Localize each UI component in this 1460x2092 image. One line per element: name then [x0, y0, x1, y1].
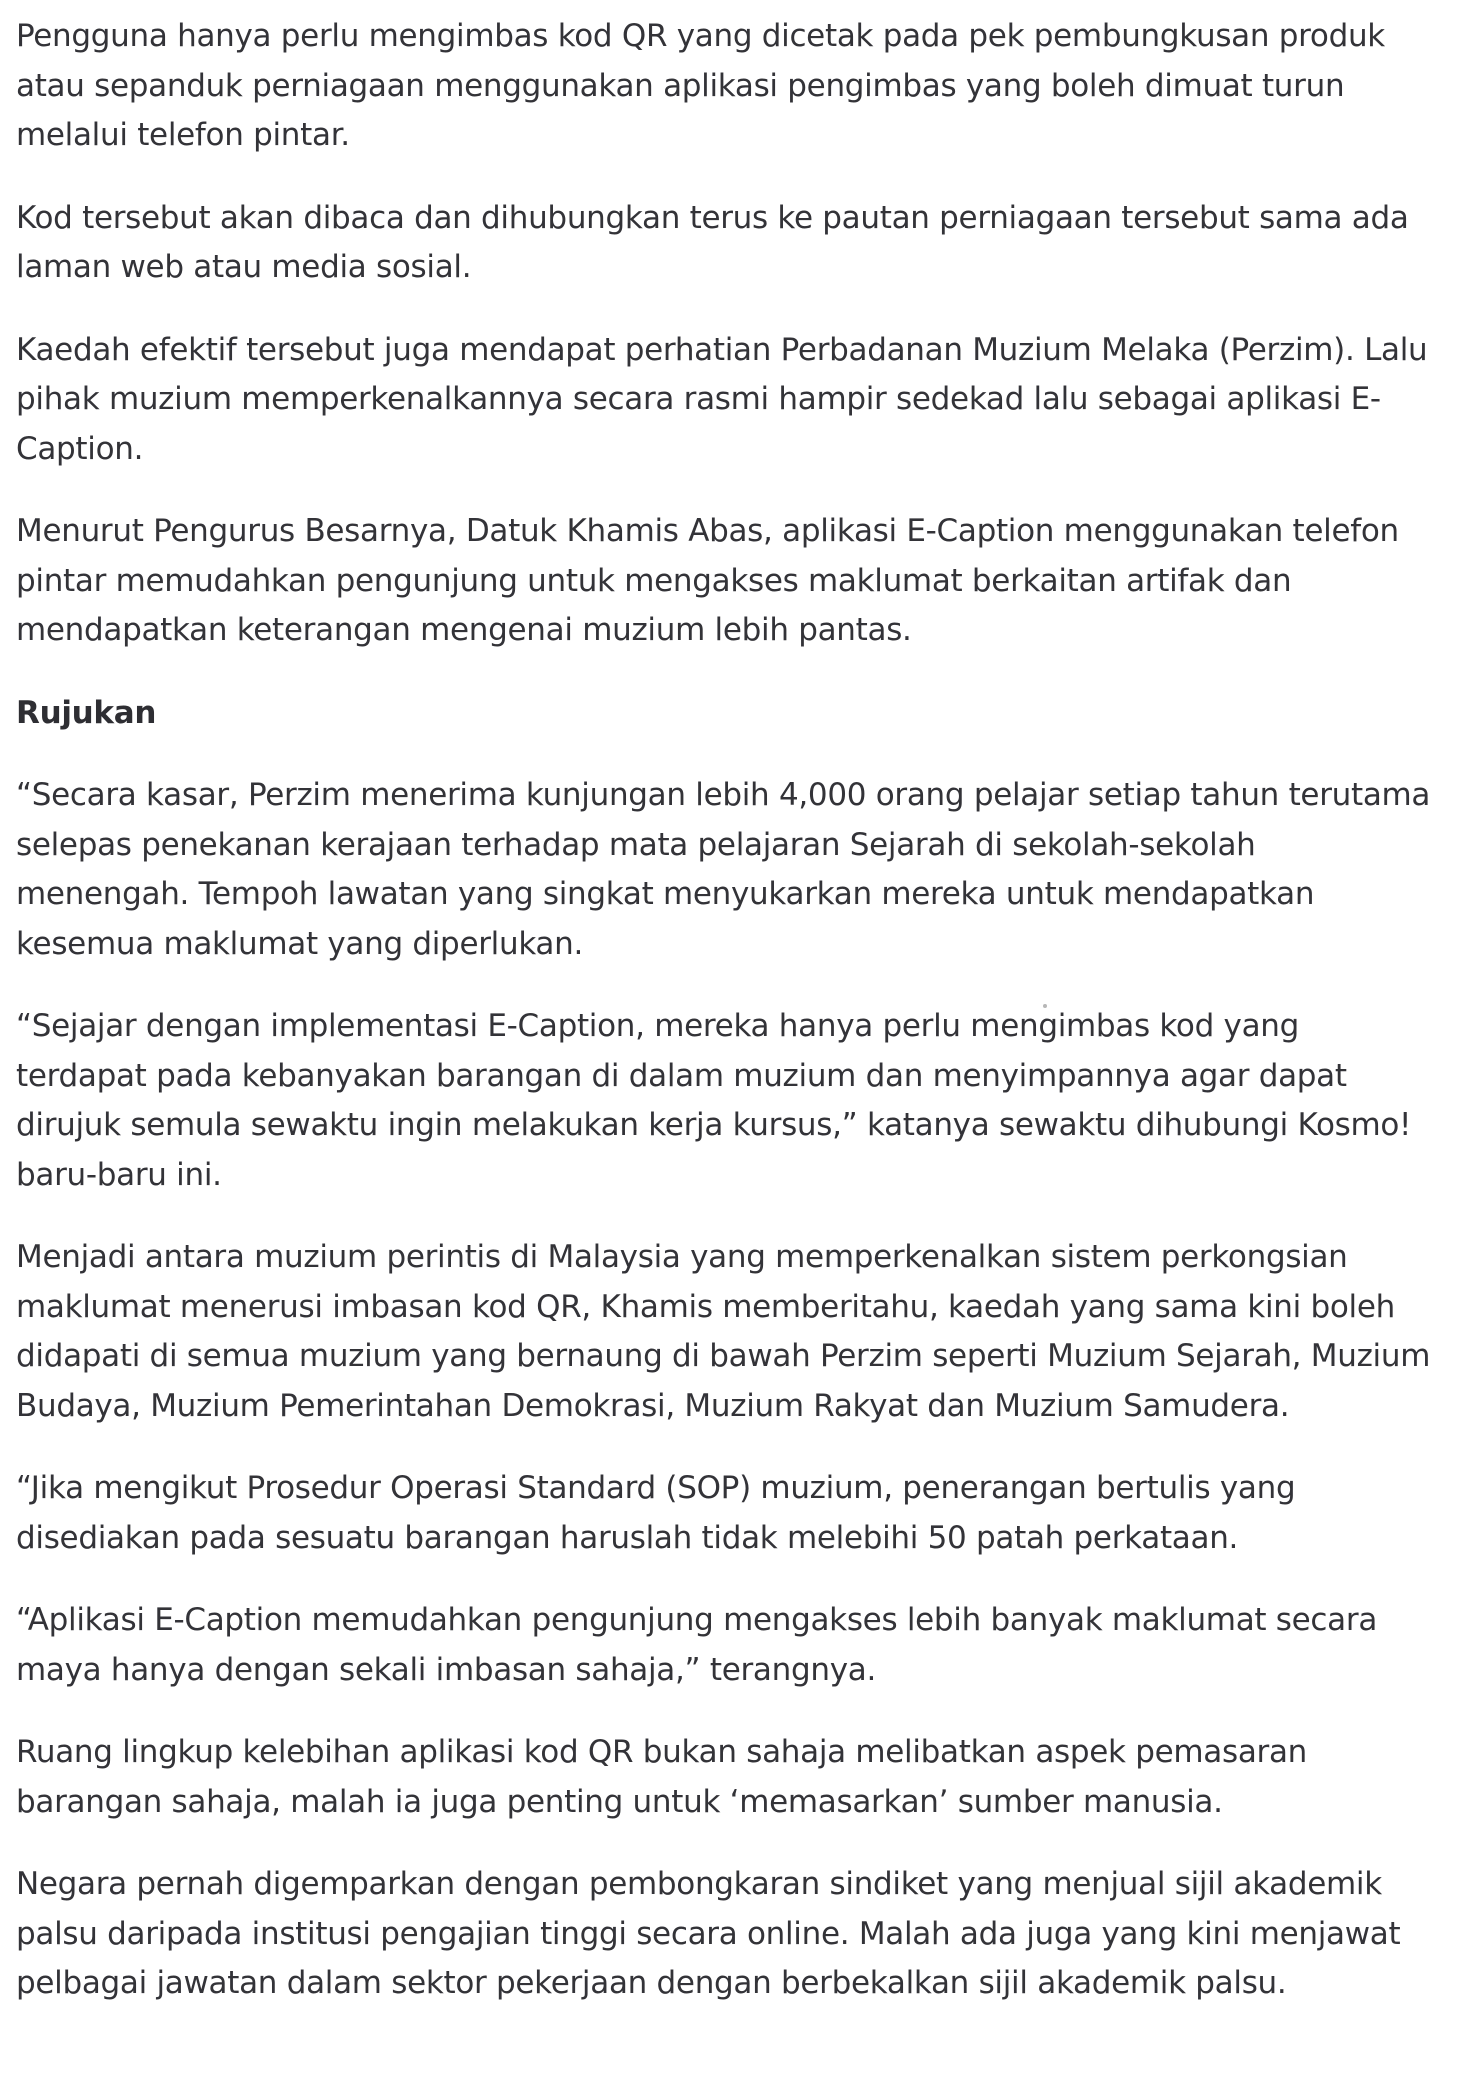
paragraph-khamis-abas: Menurut Pengurus Besarnya, Datuk Khamis Abas, aplikasi E-Caption menggunakan telefon pintar memudahkan pengunjung untuk mengakses maklumat berkaitan artifak dan mendapatkan keterangan mengenai muzium lebih pantas.: [16, 513, 1399, 648]
paragraph-fake-certificates: Negara pernah digemparkan dengan pembongkaran sindiket yang menjual sijil akademik palsu daripada institusi pengajian tinggi secara online. Malah ada juga yang kini menjawat pelbagai jawatan dalam sektor pekerjaan dengan berbekalkan sijil akademik palsu.: [16, 1866, 1401, 2001]
paragraph-implementation-quote: “Sejajar dengan implementasi E-Caption, mereka hanya perlu mengimbas kod yang terdapat pada kebanyakan barangan di dalam muzium dan menyimpannya agar dapat dirujuk semula sewaktu ingin melakukan kerja kursus,” katanya sewaktu dihubungi Kosmo! baru-baru ini.: [16, 1008, 1412, 1193]
paragraph-perzim-ecaption: Kaedah efektif tersebut juga mendapat perhatian Perbadanan Muzium Melaka (Perzim). Lalu pihak muzium memperkenalkannya secara rasmi hampir sedekad lalu sebagai aplikasi E-Caption.: [16, 331, 1428, 467]
paragraph-ecaption-quote: “Aplikasi E-Caption memudahkan pengunjung mengakses lebih banyak maklumat secara maya hanya dengan sekali imbasan sahaja,” terangnya.: [16, 1602, 1378, 1688]
paragraph-qr-scan: Pengguna hanya perlu mengimbas kod QR yang dicetak pada pek pembungkusan produk atau sepanduk perniagaan menggunakan aplikasi pengimbas yang boleh dimuat turun melalui telefon pintar.: [16, 18, 1385, 153]
paragraph-code-link: Kod tersebut akan dibaca dan dihubungkan terus ke pautan perniagaan tersebut sama ada laman web atau media sosial.: [16, 199, 1409, 285]
paragraph-student-visits: “Secara kasar, Perzim menerima kunjungan lebih 4,000 orang pelajar setiap tahun terutama selepas penekanan kerajaan terhadap mata pelajaran Sejarah di sekolah-sekolah menengah. Tempoh lawatan yang singkat menyukarkan mereka untuk mendapatkan kesemua maklumat yang diperlukan.: [16, 777, 1431, 962]
paragraph-pioneer-museum: Menjadi antara muzium perintis di Malaysia yang memperkenalkan sistem perkongsian maklumat menerusi imbasan kod QR, Khamis memberitahu, kaedah yang sama kini boleh didapati di semua muzium yang bernaung di bawah Perzim seperti Muzium Sejarah, Muzium Budaya, Muzium Pemerintahan Demokrasi, Muzium Rakyat dan Muzium Samudera.: [16, 1239, 1431, 1424]
section-heading-rujukan: Rujukan: [16, 694, 157, 731]
scan-speck: [1043, 1004, 1047, 1008]
paragraph-sop-quote: “Jika mengikut Prosedur Operasi Standard (SOP) muzium, penerangan bertulis yang disediakan pada sesuatu barangan haruslah tidak melebihi 50 patah perkataan.: [16, 1470, 1296, 1556]
paragraph-qr-scope: Ruang lingkup kelebihan aplikasi kod QR bukan sahaja melibatkan aspek pemasaran barangan sahaja, malah ia juga penting untuk ‘memasarkan’ sumber manusia.: [16, 1734, 1308, 1820]
